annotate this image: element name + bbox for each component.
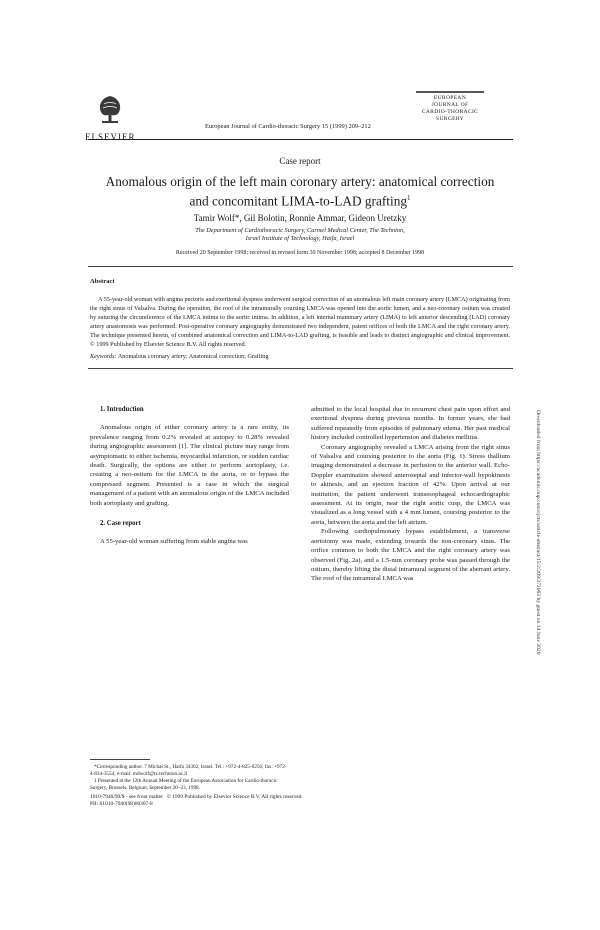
keywords: [90, 353, 510, 360]
case-paragraph: A 55-year-old woman suffering from stable angina was: [100, 538, 248, 546]
abstract-heading: Abstract: [90, 278, 115, 285]
authors: Tamir Wolf*, Gil Bolotin, Ronnie Ammar, Gideon Uretzky: [193, 213, 407, 223]
abstract-body: A 55-year-old woman with angina pectoris and exertional dyspnea underwent surgical correction of an anomalous left main coronary artery (LMCA) originating from the right sinus of Valsalva. During the operation, the roof of the intramurally coursing LMCA was opened into the aortic lumen, and a neo-coronary ostium was created by suturing the circumference of the LMCA intima to the aortic intima. In addition, a left internal mammary artery (LIMA) to left anterior descending (LAD) coronary artery anastomosis was performed. Post-operative coronary angiography demonstrated two independent, patent orifices of both the LMCA and the right coronary artery. The technique presented herein, of combined anatomical correction and LIMA-to-LAD grafting, is feasible and leads to distinct angiographic and clinical improvement. © 1999 Published by Elsevier Science B.V. All rights reserved.: [90, 296, 510, 348]
abstract-bottom-rule: [88, 368, 513, 369]
section-heading-case-report: 2. Case report: [100, 520, 141, 528]
elsevier-tree-icon: [93, 92, 127, 126]
section-heading-introduction: 1. Introduction: [100, 406, 144, 413]
copyright-footer: [90, 794, 303, 808]
title-line-1: Anomalous origin of the left main coronary artery: anatomical correction: [105, 174, 495, 189]
footnote-rule: [90, 759, 150, 760]
footnotes: [90, 764, 289, 793]
journal-citation: European Journal of Cardio-thoracic Surgery 15 (1999) 209–212: [205, 123, 371, 130]
journal-logo-line: JOURNAL OF: [431, 101, 469, 108]
right-column: [311, 405, 510, 584]
keywords-label: Keywords:: [90, 353, 117, 360]
received-dates: Received 20 September 1998; received in revised form 30 November 1998; accepted 8 December 1998: [175, 250, 425, 256]
journal-logo-line: EUROPEAN: [433, 94, 467, 101]
journal-logo-line: SURGERY: [436, 115, 464, 122]
affiliation-line-1: The Department of Cardiothoracic Surgery, Carmel Medical Center, The Technion,: [195, 227, 405, 234]
affiliation: [0, 227, 600, 243]
abstract-top-rule: [88, 266, 513, 267]
keywords-text: Anomalous coronary artery; Anatomical correction; Grafting: [117, 353, 269, 360]
right-paragraph-1: admitted to the local hospital due to recurrent chest pain upon effort and exertional dyspnea during previous months. In former years, she had suffered repeatedly from episodes of pulmonary edema. Her past medical history included controlled hypertension and diabetes mellitus.: [311, 406, 510, 442]
affiliation-line-2: Israel Institute of Technology, Haifa, Israel: [245, 235, 355, 242]
download-note: Downloaded from https://academic.oup.com/ejcts/article-abstract/15/2/209/372063 by guest on 14 June 2020: [535, 410, 541, 655]
issn-line: 1010-7940/99/$ - see front matter © 1999 Published by Elsevier Science B.V. All rights reserved.: [90, 794, 303, 800]
intro-paragraph: Anomalous origin of either coronary artery is a rare entity, its prevalence ranging from 0.2% revealed at autopsy to 0.28% revealed during angiographic assessment [1]. The clinical picture may range from asymptomatic to either ischemia, myocardial infarction, or sudden cardiac death. Surgically, the options are either to perform aortoplasty, i.e. creating a neo-ostium for the LMCA in the aorta, or to bypass the compressed segment. Presented is a case in which the surgical management of a patient with an anomalous origin of the LMCA included both aortoplasty and grafting.: [90, 424, 289, 507]
left-column: [90, 405, 289, 547]
right-paragraph-3: Following cardiopulmonary bypass establishment, a transverse aortotomy was made, extending towards the non-coronary sinus. The orifice common to both the LMCA and the right coronary artery was observed (Fig. 2a), and a 1.5-mm coronary probe was passed through the ostium, thereby lifting the distal intramural segment of the aberrant artery. The roof of the intramural LMCA was: [311, 528, 510, 583]
journal-logo-line: CARDIO-THORACIC: [421, 108, 479, 115]
header-rule: [88, 139, 513, 140]
right-paragraph-2: Coronary angiography revealed a LMCA arising from the right sinus of Valsalva and coursing posterior to the aorta (Fig. 1). Stress thallium imaging demonstrated a decrease in perfusion to the anterior wall. Echo-Doppler examination showed anteroseptal and inferior-wall hypokinesis to akinesis, and an ejection fraction of 42%. Upon arrival at our institution, the patient underwent transesophageal echocardiographic assessment. At its origin, near the right aortic cusp, the LMCA was visualized as a long vessel with a 4 mm lumen, coursing posterior to the aorta, between the aorta and the left atrium.: [311, 443, 510, 526]
pii-line: PII: S1010-7940(98)00307-8: [90, 801, 153, 807]
article-category: Case report: [279, 156, 321, 166]
title-footnote-mark: 1: [407, 194, 411, 202]
footnote-corresponding: *Corresponding author. 7 Michal St., Haifa 34362, Israel. Tel.: +972-4-825-0256; fax: +972-4-834-3554; e-mail: mdwolf@tx.technion.ac.il: [90, 764, 287, 777]
title-line-2: and concomitant LIMA-to-LAD grafting: [189, 193, 407, 209]
article-title: [90, 174, 510, 209]
footnote-presented: 1 Presented at the 12th Annual Meeting of the European Association for Cardio-thoracic Surgery, Brussels, Belgium, September 20–23, 1998.: [90, 778, 278, 792]
elsevier-logo: [85, 92, 135, 142]
journal-logo: [410, 91, 490, 123]
publisher-name: ELSEVIER: [85, 132, 136, 142]
